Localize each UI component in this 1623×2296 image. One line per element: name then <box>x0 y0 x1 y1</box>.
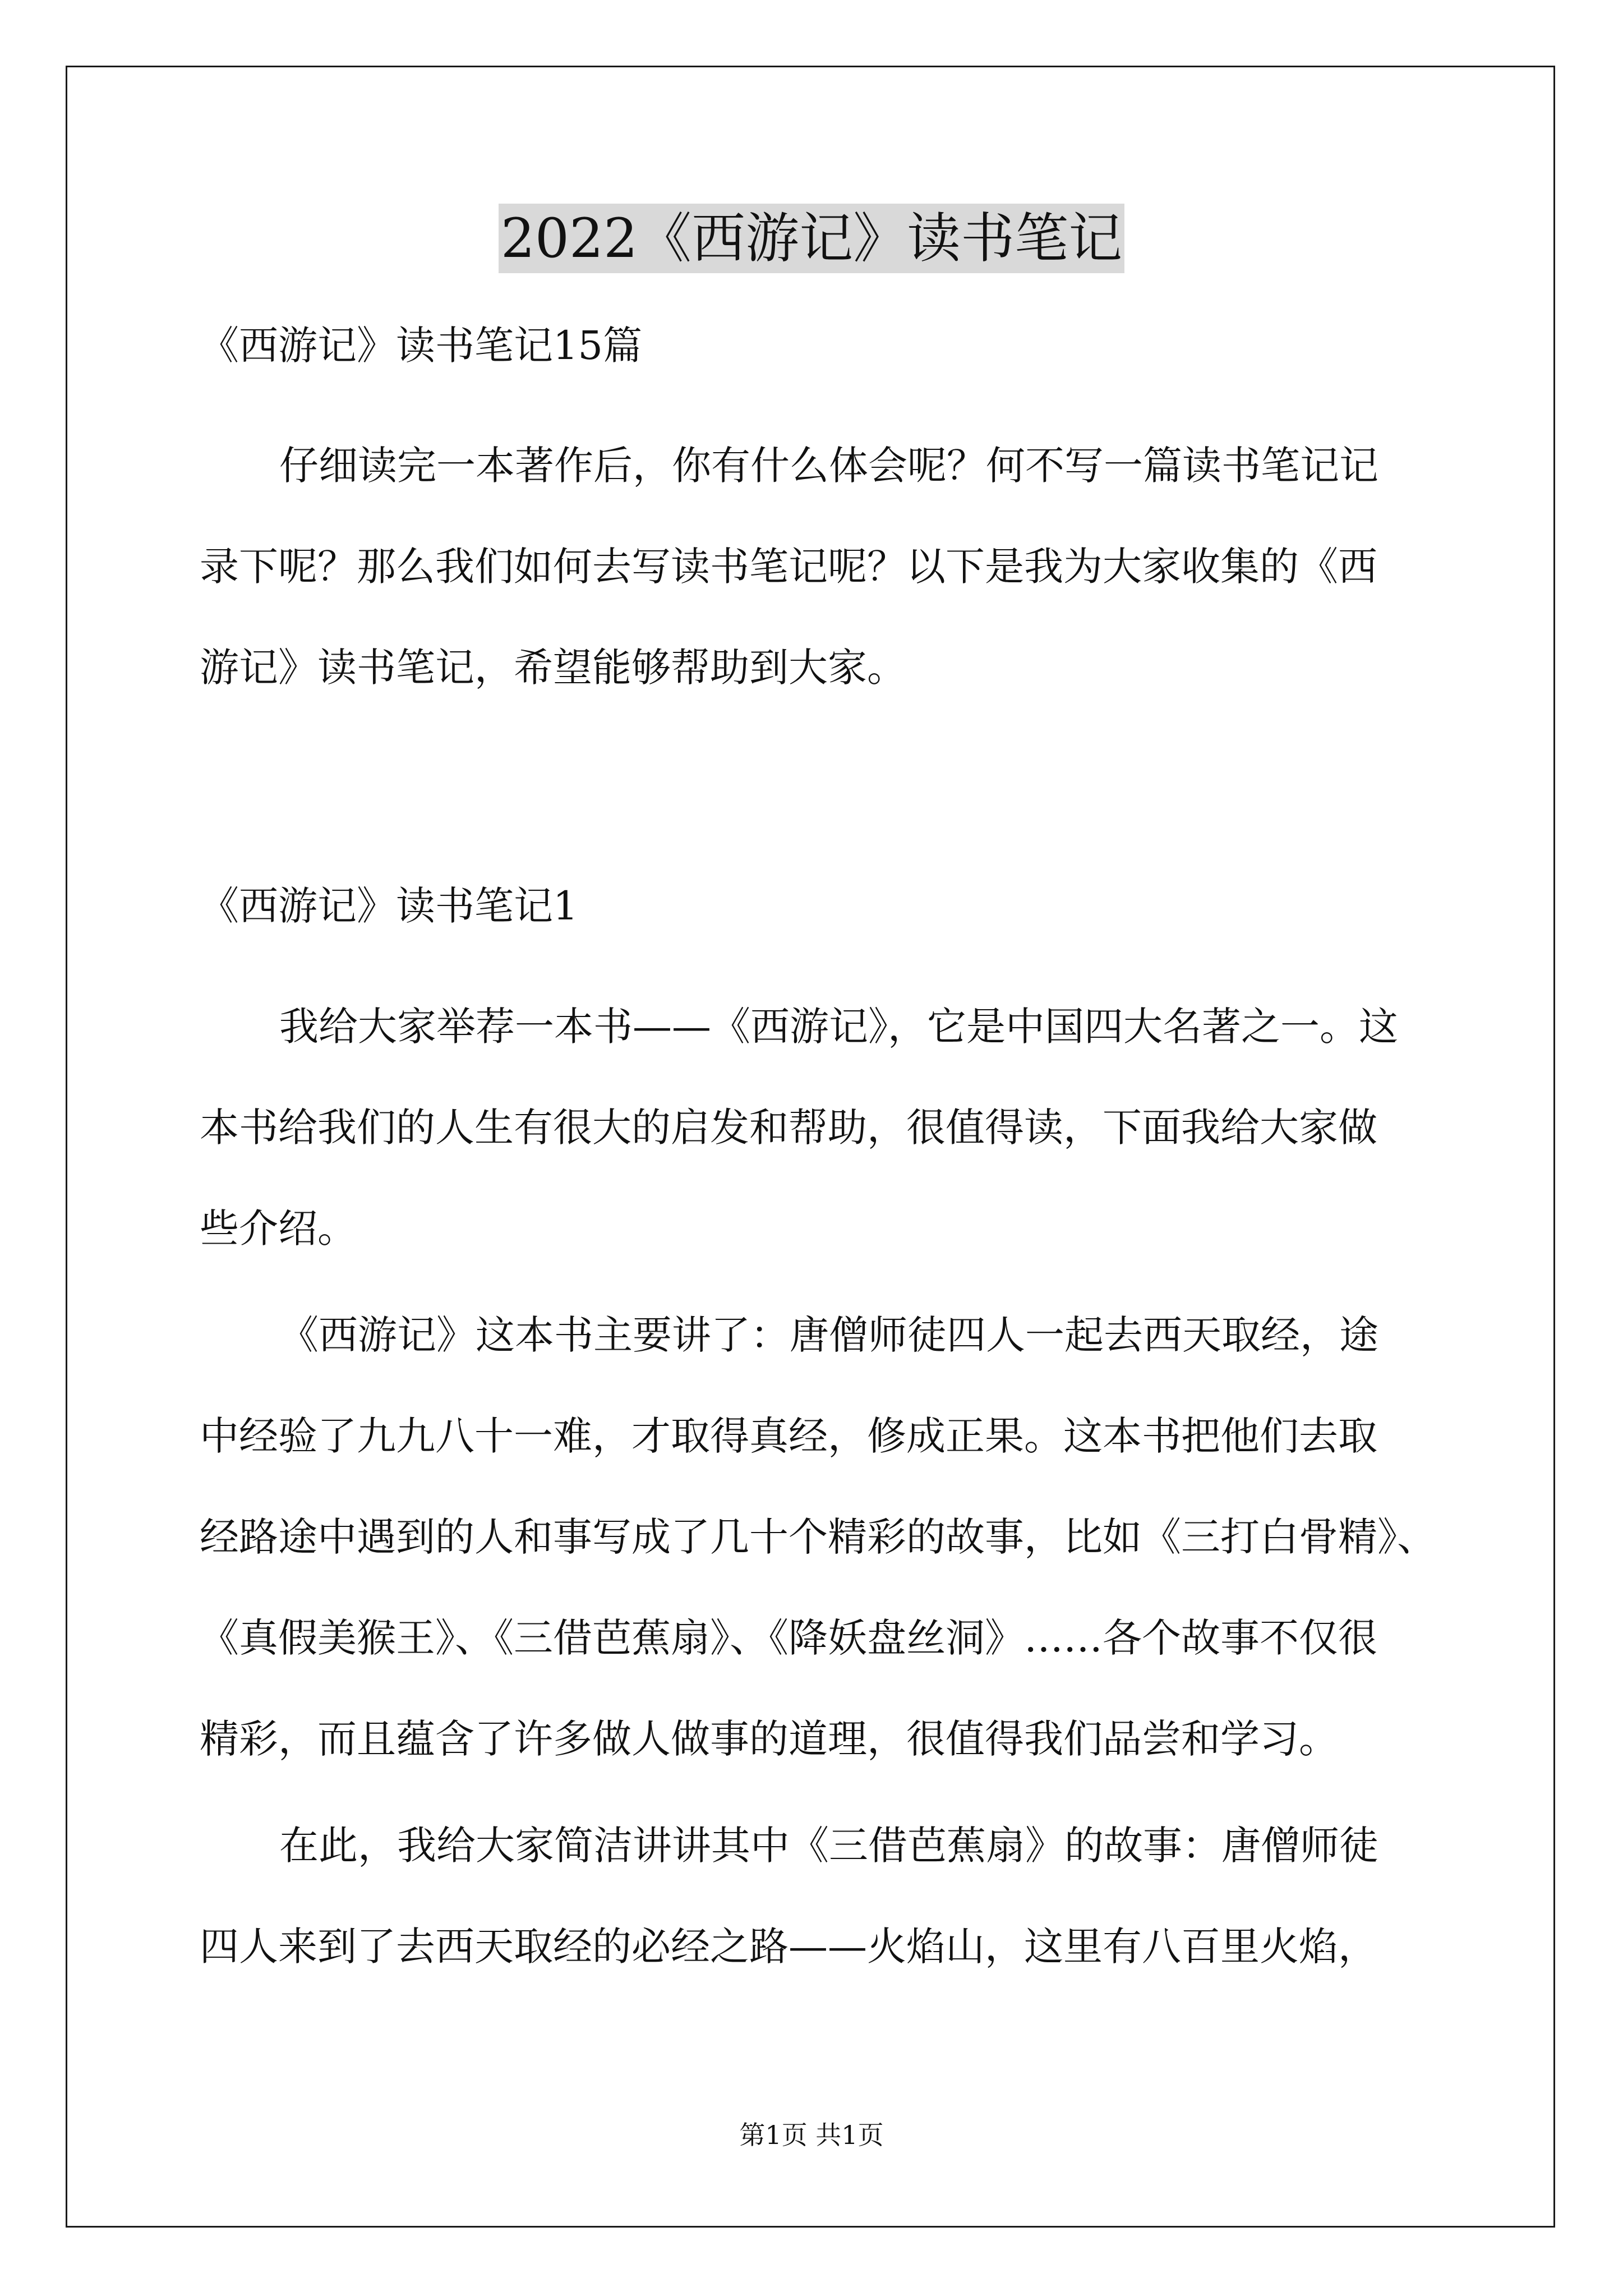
para2-line-2: 中经验了九九八十一难，才取得真经，修成正果。这本书把他们去取 <box>200 1413 1377 1459</box>
intro-line-1: 仔细读完一本著作后，你有什么体会呢？何不写一篇读书笔记记 <box>279 443 1378 489</box>
para3-line-2: 四人来到了去西天取经的必经之路——火焰山，这里有八百里火焰， <box>200 1924 1377 1970</box>
intro-line-2: 录下呢？那么我们如何去写读书笔记呢？以下是我为大家收集的《西 <box>200 544 1377 590</box>
para1-line-2: 本书给我们的人生有很大的启发和帮助，很值得读，下面我给大家做 <box>200 1105 1377 1151</box>
para2-line-1: 《西游记》这本书主要讲了：唐僧师徒四人一起去西天取经，途 <box>279 1312 1378 1358</box>
document-title: 2022《西游记》读书笔记 <box>0 199 1623 278</box>
page-footer: 第1页 共1页 <box>739 2120 884 2150</box>
subtitle: 《西游记》读书笔记15篇 <box>200 323 643 369</box>
intro-line-3: 游记》读书笔记，希望能够帮助到大家。 <box>200 645 906 691</box>
para1-line-3: 些介绍。 <box>200 1205 357 1251</box>
para3-line-1: 在此，我给大家简洁讲讲其中《三借芭蕉扇》的故事：唐僧师徒 <box>279 1823 1378 1869</box>
para1-line-1: 我给大家举荐一本书——《西游记》，它是中国四大名著之一。这 <box>279 1004 1398 1050</box>
para2-line-5: 精彩，而且蕴含了许多做人做事的道理，很值得我们品尝和学习。 <box>200 1716 1338 1762</box>
section-heading: 《西游记》读书笔记1 <box>200 883 578 929</box>
para2-line-3: 经路途中遇到的人和事写成了几十个精彩的故事，比如《三打白骨精》、 <box>200 1514 1436 1560</box>
para2-line-4: 《真假美猴王》、《三借芭蕉扇》、《降妖盘丝洞》……各个故事不仅很 <box>200 1615 1377 1661</box>
